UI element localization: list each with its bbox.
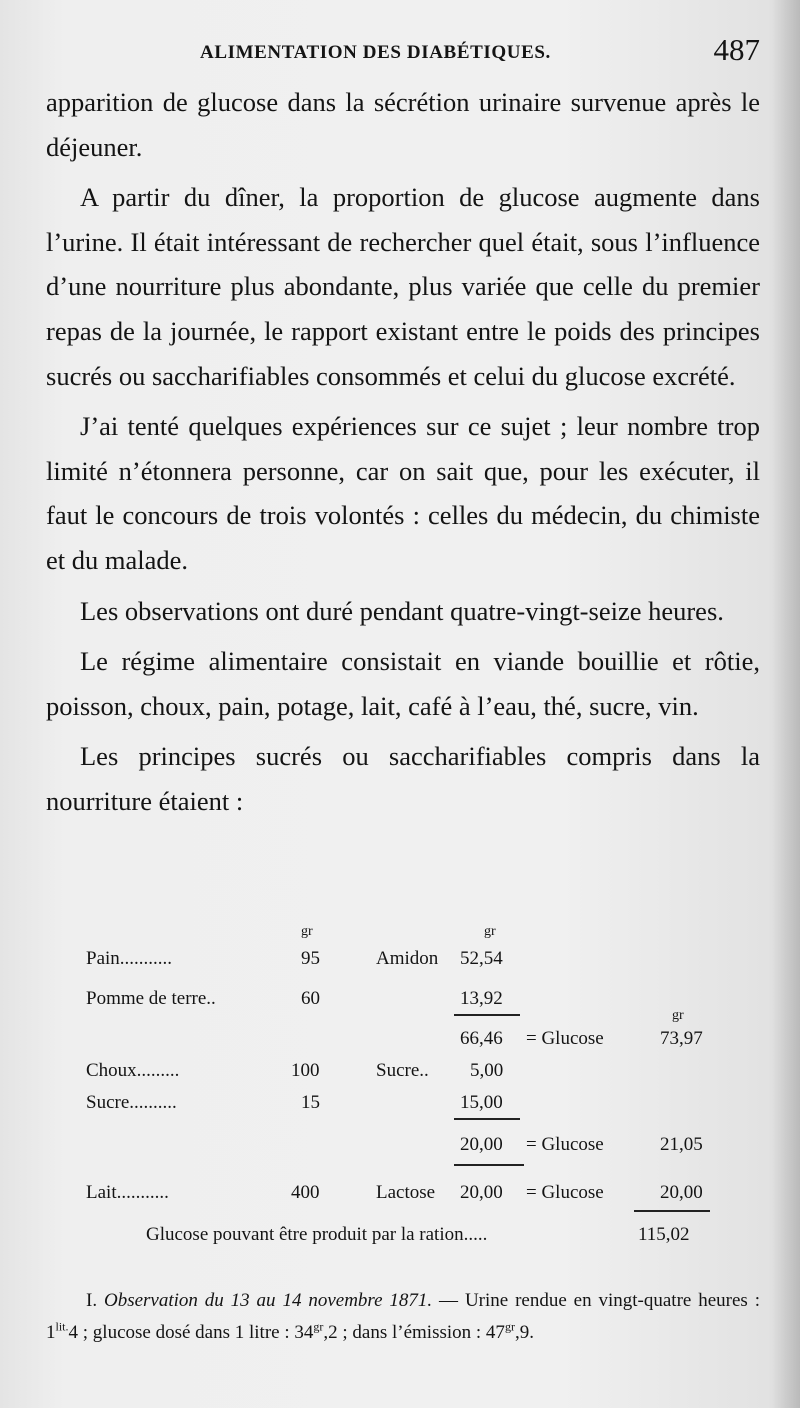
table-row-result: 21,05 xyxy=(660,1134,703,1155)
sum-rule xyxy=(454,1164,524,1166)
total-rule xyxy=(634,1210,710,1212)
table-row-value: 20,00 xyxy=(460,1182,503,1203)
table-row-item: Choux......... xyxy=(86,1060,180,1081)
table-row-value: 5,00 xyxy=(470,1060,504,1081)
table-row-value: 15,00 xyxy=(460,1092,503,1113)
footnote-unit: gr xyxy=(313,1319,324,1334)
unit-label-value: gr xyxy=(484,924,496,939)
paragraph-3: J’ai tenté quelques expériences sur ce sujet ; leur nombre trop limité n’étonnera personne, car on sait que, pour les exécuter, il faut le concours de trois volontés : celles du médecin, du chimiste et du malade. xyxy=(46,411,760,575)
page-header xyxy=(46,34,760,74)
total-value: 115,02 xyxy=(638,1224,690,1245)
running-head: ALIMENTATION DES DIABÉTIQUES. xyxy=(200,42,551,63)
table-row-value: 20,00 xyxy=(460,1134,503,1155)
table-row-value: 66,46 xyxy=(460,1028,503,1049)
unit-label-glucose: gr xyxy=(672,1008,684,1023)
page-number: 487 xyxy=(713,32,760,67)
table-row-item: Lait........... xyxy=(86,1182,169,1203)
table-row-result: 73,97 xyxy=(660,1028,703,1049)
footnote-segment: 4 ; glucose dosé dans 1 litre : 34 xyxy=(68,1322,314,1343)
footnote-segment: ,2 ; dans l’émission : 47 xyxy=(323,1322,505,1343)
footnote-unit: gr xyxy=(504,1319,515,1334)
table-row-equals: = Glucose xyxy=(526,1182,604,1203)
unit-label-qty: gr xyxy=(301,924,313,939)
table-row-item: Sucre.......... xyxy=(86,1092,177,1113)
table-row-result: 20,00 xyxy=(660,1182,703,1203)
footnote-text xyxy=(46,1285,760,1349)
paragraph-6: Les principes sucrés ou saccharifiables compris dans la nourriture étaient : xyxy=(46,741,760,816)
table-row-component: Amidon xyxy=(376,948,439,969)
table-row-equals: = Glucose xyxy=(526,1134,604,1155)
sum-rule xyxy=(454,1118,520,1120)
footnote xyxy=(46,1285,760,1349)
page-edge-shadow xyxy=(772,0,800,1408)
table-row-equals: = Glucose xyxy=(526,1028,604,1049)
table-row-component: Sucre.. xyxy=(376,1060,429,1081)
footnote-title: Observation du 13 au 14 novembre 1871. xyxy=(103,1290,433,1311)
footnote-marker: I. xyxy=(86,1290,98,1311)
table-row-qty: 60 xyxy=(301,988,320,1009)
table-row-qty: 400 xyxy=(291,1182,320,1203)
paragraph-2: A partir du dîner, la proportion de glucose augmente dans l’urine. Il était intéressant de rechercher quel était, sous l’influence d’une nourriture plus abondante, plus variée que celle du premier repas de la journée, le rapport existant entre le poids des principes sucrés ou saccharifiables consommés et celui du glucose excrété. xyxy=(46,182,760,391)
table-row-qty: 95 xyxy=(301,948,320,969)
table-row-qty: 100 xyxy=(291,1060,320,1081)
paragraph-5: Le régime alimentaire consistait en viande bouillie et rôtie, poisson, choux, pain, potage, lait, café à l’eau, thé, sucre, vin. xyxy=(46,646,760,721)
footnote-segment: ,9. xyxy=(514,1322,534,1343)
footnote-unit: lit. xyxy=(55,1319,69,1334)
table-row-item: Pomme de terre.. xyxy=(86,988,216,1009)
sugar-table xyxy=(46,920,760,1250)
footnote-segment: — Urine rendue en vingt-quatre heures : 1 xyxy=(46,1290,760,1343)
total-label: Glucose pouvant être produit par la ration..... xyxy=(146,1224,488,1245)
table-row-qty: 15 xyxy=(301,1092,320,1113)
table-row-item: Pain........... xyxy=(86,948,173,969)
table-row-value: 13,92 xyxy=(460,988,503,1009)
paragraph-1: apparition de glucose dans la sécrétion urinaire survenue après le déjeuner. xyxy=(46,87,760,162)
body-text xyxy=(46,80,760,824)
paragraph-4: Les observations ont duré pendant quatre-vingt-seize heures. xyxy=(80,595,724,626)
sum-rule xyxy=(454,1014,520,1016)
table-row-component: Lactose xyxy=(376,1182,436,1203)
table-row-value: 52,54 xyxy=(460,948,503,969)
